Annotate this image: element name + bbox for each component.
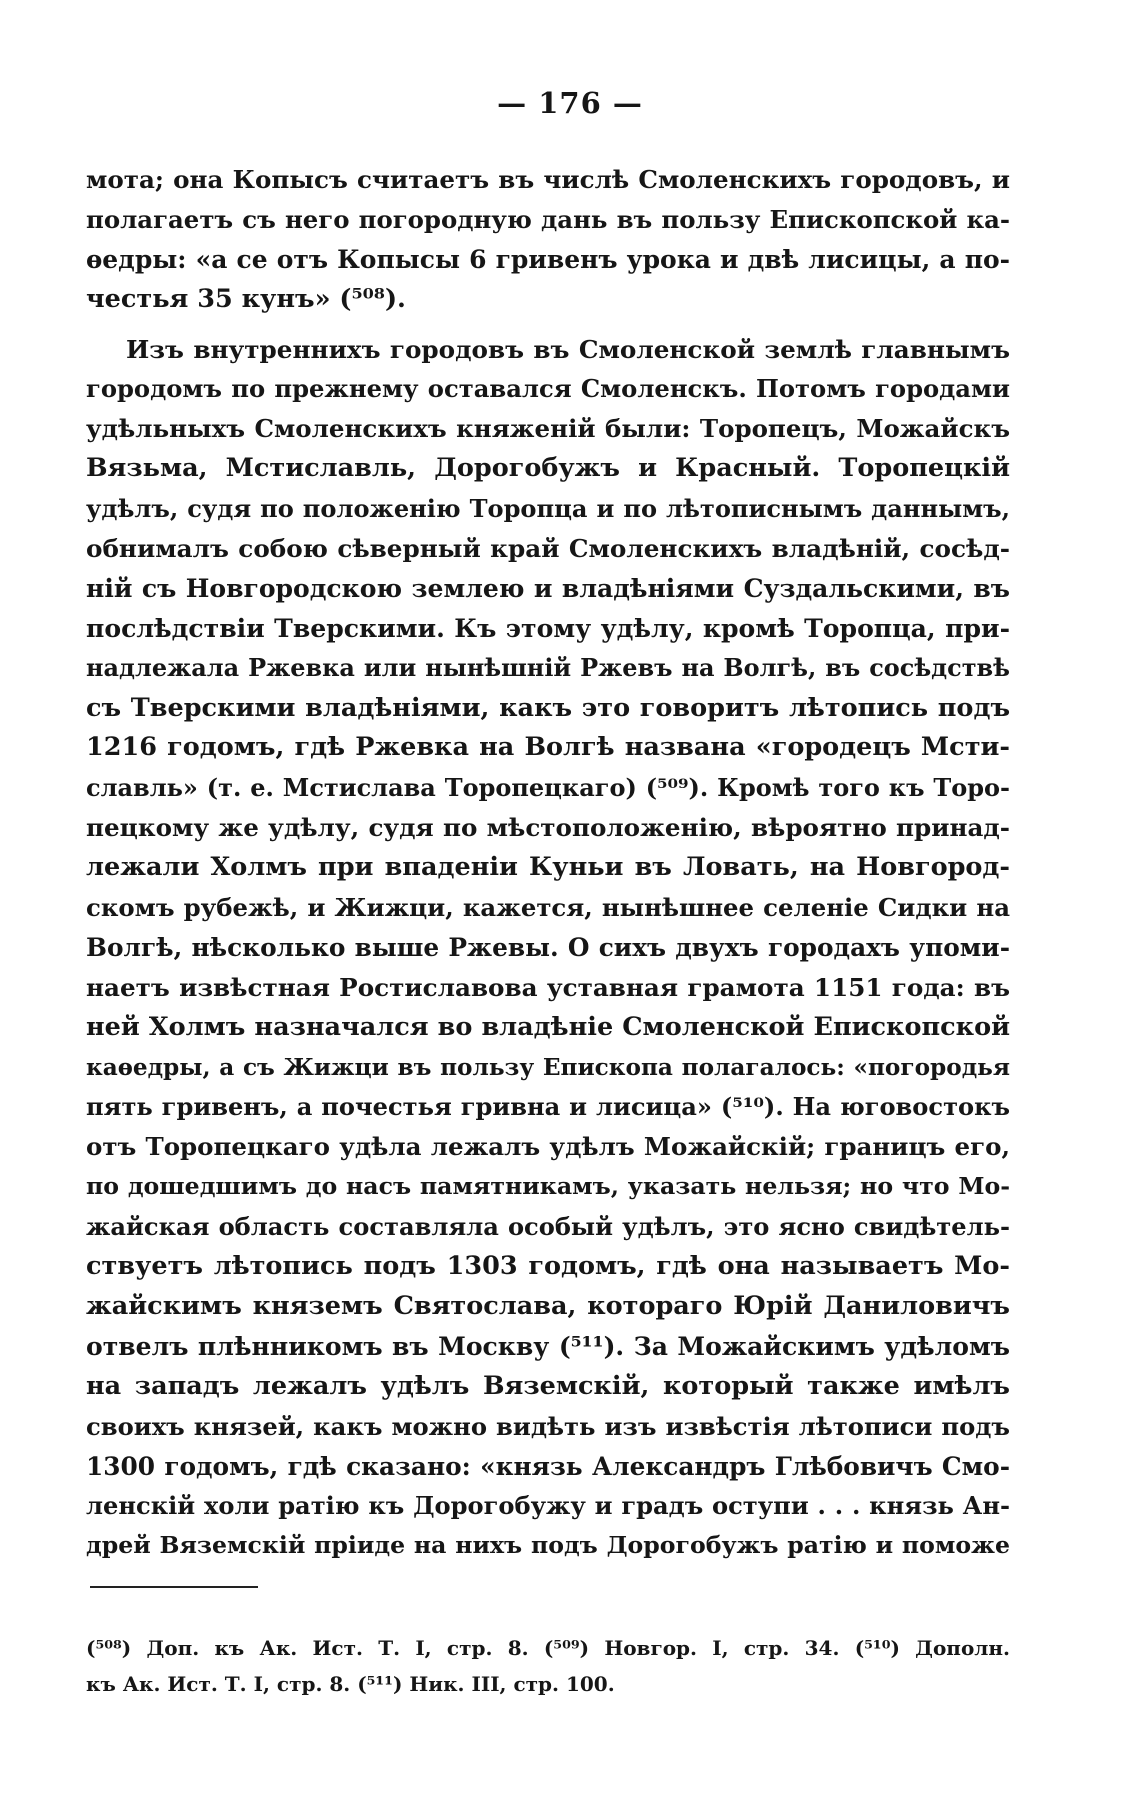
- text-line: на западъ лежалъ удѣлъ Вяземскій, который также имѣлъ: [86, 1370, 1010, 1401]
- text-line: ствуетъ лѣтопись подъ 1303 годомъ, гдѣ она называетъ Мо-: [86, 1251, 1010, 1282]
- footnote-line: (⁵⁰⁸) Доп. къ Ак. Ист. Т. I, стр. 8. (⁵⁰⁹) Новгор. I, стр. 34. (⁵¹⁰) Дополн.: [86, 1636, 1010, 1660]
- text-line: мота; она Копысъ считаетъ въ числѣ Смоленскихъ городовъ, и: [86, 165, 1010, 194]
- text-line: Вязьма, Мстиславль, Дорогобужъ и Красный. Торопецкій: [86, 453, 1010, 484]
- text-line: надлежала Ржевка или нынѣшній Ржевъ на Волгѣ, въ сосѣдствѣ: [86, 653, 1010, 682]
- text-line: честья 35 кунъ» (⁵⁰⁸).: [86, 283, 406, 314]
- paragraph-2: [86, 330, 1010, 1567]
- text-line: ленскій холи ратію къ Дорогобужу и градъ оступи . . . князь Ан-: [86, 1491, 1010, 1521]
- paragraph-1: [86, 160, 1010, 320]
- text-line: Изъ внутреннихъ городовъ въ Смоленской землѣ главнымъ: [126, 334, 1010, 364]
- text-line: удѣльныхъ Смоленскихъ княженій были: Торопецъ, Можайскъ: [86, 414, 1010, 444]
- text-line: отвелъ плѣнникомъ въ Москву (⁵¹¹). За Можайскимъ удѣломъ: [86, 1330, 1010, 1361]
- text-line: дрей Вяземскій пріиде на нихъ подъ Дорогобужъ ратію и поможе: [86, 1531, 1010, 1560]
- footnote-divider: [90, 1586, 258, 1588]
- page-number: — 176 —: [497, 86, 643, 120]
- text-line: полагаетъ съ него погородную дань въ пользу Епископской ка-: [86, 204, 1010, 234]
- main-text: [86, 160, 1010, 1566]
- text-line: славль» (т. е. Мстислава Торопецкаго) (⁵⁰⁹). Кромѣ того къ Торо-: [86, 773, 1010, 803]
- text-line: 1216 годомъ, гдѣ Ржевка на Волгѣ названа «городецъ Мсти-: [86, 732, 1010, 763]
- text-line: лежали Холмъ при впаденіи Куньи въ Ловать, на Новгород-: [86, 852, 1010, 883]
- text-line: каѳедры, а съ Жижци въ пользу Епископа полагалось: «погородья: [86, 1053, 1010, 1081]
- text-line: ѳедры: «а се отъ Копысы 6 гривенъ урока и двѣ лисицы, а по-: [86, 244, 1010, 274]
- text-line: по дошедшимъ до насъ памятникамъ, указать нельзя; но что Мо-: [86, 1172, 1010, 1201]
- text-line: послѣдствіи Тверскими. Къ этому удѣлу, кромѣ Торопца, при-: [86, 612, 1010, 643]
- footnotes: [86, 1630, 1010, 1702]
- text-line: ній съ Новгородскою землею и владѣніями Суздальскими, въ: [86, 572, 1010, 603]
- text-line: пять гривенъ, а почестья гривна и лисица» (⁵¹⁰). На юговостокъ: [86, 1092, 1010, 1122]
- text-line: 1300 годомъ, гдѣ сказано: «князь Александръ Глѣбовичъ Смо-: [86, 1451, 1010, 1481]
- text-line: съ Тверскими владѣніями, какъ это говоритъ лѣтопись подъ: [86, 692, 1010, 723]
- text-line: городомъ по прежнему оставался Смоленскъ. Потомъ городами: [86, 374, 1010, 404]
- text-line: своихъ князей, какъ можно видѣть изъ извѣстія лѣтописи подъ: [86, 1411, 1010, 1441]
- text-line: жайскимъ княземъ Святослава, котораго Юрій Даниловичъ: [86, 1290, 1010, 1321]
- text-line: удѣлъ, судя по положенію Торопца и по лѣтописнымъ даннымъ,: [86, 494, 1010, 524]
- text-line: жайская область составляла особый удѣлъ, это ясно свидѣтель-: [86, 1212, 1010, 1242]
- text-line: скомъ рубежѣ, и Жижци, кажется, нынѣшнее селеніе Сидки на: [86, 893, 1010, 923]
- text-line: пецкому же удѣлу, судя по мѣстоположенію, вѣроятно принад-: [86, 813, 1010, 843]
- text-line: ней Холмъ назначался во владѣніе Смоленской Епископской: [86, 1011, 1010, 1042]
- text-line: обнималъ собою сѣверный край Смоленскихъ владѣній, сосѣд-: [86, 534, 1010, 564]
- text-line: наетъ извѣстная Ростиславова уставная грамота 1151 года: въ: [86, 972, 1010, 1002]
- footnote-line: къ Ак. Ист. Т. I, стр. 8. (⁵¹¹) Ник. III, стр. 100.: [86, 1672, 615, 1696]
- paragraph-gap: [86, 320, 1010, 330]
- text-line: Волгѣ, нѣсколько выше Ржевы. О сихъ двухъ городахъ упоми-: [86, 932, 1010, 962]
- text-line: отъ Торопецкаго удѣла лежалъ удѣлъ Можайскій; границъ его,: [86, 1132, 1010, 1162]
